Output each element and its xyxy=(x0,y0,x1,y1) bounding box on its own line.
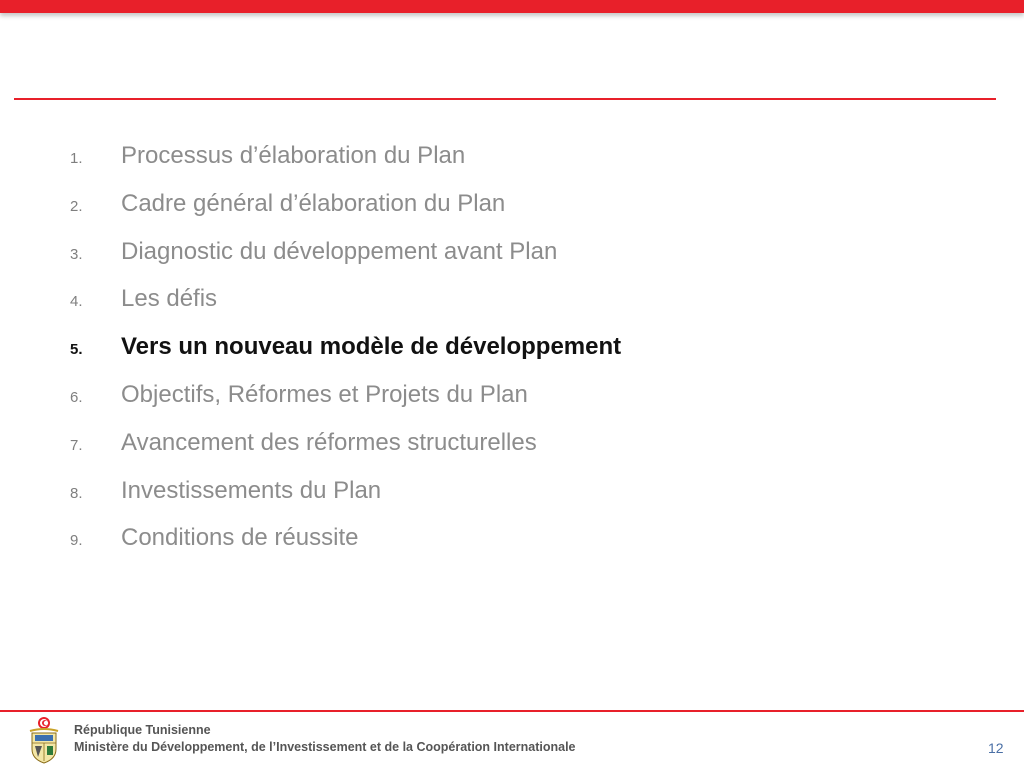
agenda-item xyxy=(0,277,1024,325)
agenda-item xyxy=(0,182,1024,230)
title-divider xyxy=(14,98,996,100)
agenda-item-label: Cadre général d’élaboration du Plan xyxy=(121,189,506,217)
agenda-item-label: Investissements du Plan xyxy=(121,476,382,504)
footer-ministry: Ministère du Développement, de l’Investissement et de la Coopération Internationale xyxy=(74,740,576,754)
agenda-item xyxy=(0,373,1024,421)
agenda-item-number: 6. xyxy=(70,388,83,406)
top-accent-bar xyxy=(0,0,1024,13)
page-number: 12 xyxy=(988,740,1004,756)
agenda-item xyxy=(0,516,1024,564)
agenda-item-number: 4. xyxy=(70,293,83,311)
agenda-item-number: 1. xyxy=(70,150,83,167)
agenda-item-number: 7. xyxy=(70,436,83,454)
agenda-item-label: Avancement des réformes structurelles xyxy=(121,428,537,456)
agenda-item-number: 2. xyxy=(70,197,83,215)
agenda-item-label: Processus d’élaboration du Plan xyxy=(121,142,466,169)
agenda-item-active xyxy=(0,325,1024,373)
agenda-item-number: 9. xyxy=(70,532,83,550)
footer-country: République Tunisienne xyxy=(74,723,211,737)
footer-institution xyxy=(74,722,576,756)
agenda-item-number: 5. xyxy=(70,341,83,359)
agenda-item-label: Les défis xyxy=(121,285,218,313)
agenda-item-number: 8. xyxy=(70,484,83,502)
tunisia-coat-of-arms-icon xyxy=(26,715,62,765)
agenda-item-label: Diagnostic du développement avant Plan xyxy=(121,237,558,265)
agenda-item xyxy=(0,421,1024,469)
agenda-item xyxy=(0,134,1024,182)
agenda-item-number: 3. xyxy=(70,245,83,263)
agenda-item-label: Conditions de réussite xyxy=(121,524,359,552)
footer-divider xyxy=(0,710,1024,712)
agenda-item-label: Vers un nouveau modèle de développement xyxy=(121,333,622,361)
agenda-item xyxy=(0,469,1024,517)
agenda-list xyxy=(0,134,1024,564)
agenda-item-label: Objectifs, Réformes et Projets du Plan xyxy=(121,380,528,408)
agenda-item xyxy=(0,230,1024,278)
